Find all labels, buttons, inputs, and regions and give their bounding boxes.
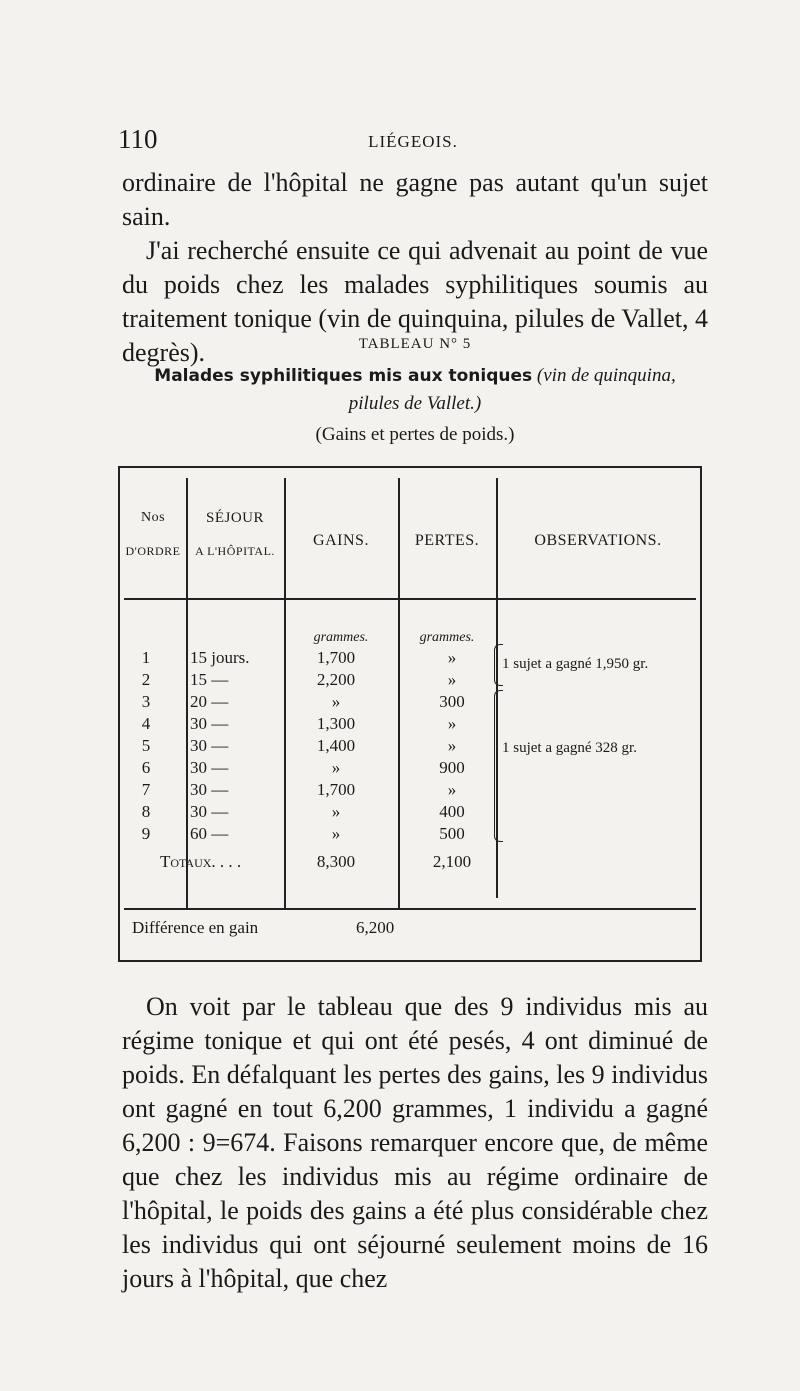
header-num-bottom: D'ORDRE: [125, 544, 181, 558]
row-gain: 1,400: [316, 736, 356, 755]
row-number: 5: [141, 736, 151, 755]
row-loss: 400: [439, 802, 465, 821]
row-gain: 1,300: [316, 714, 356, 733]
row-stay: 30 —: [190, 714, 229, 733]
header-rule: [124, 598, 696, 600]
header-losses: PERTES.: [414, 532, 480, 549]
row-loss: »: [447, 780, 457, 799]
row-number: 1: [141, 648, 151, 667]
row-loss: 500: [439, 824, 465, 843]
row-loss: »: [447, 648, 457, 667]
table-title-italic-1: (vin de quinquina,: [536, 365, 676, 386]
table-title-italic-2: pilules de Vallet.): [348, 393, 482, 414]
unit-losses: grammes.: [419, 630, 475, 645]
page-header: [118, 124, 708, 158]
weight-table: [118, 466, 702, 962]
difference-value: 6,200: [356, 918, 395, 937]
row-gain: 2,200: [316, 670, 356, 689]
table-title: [122, 362, 708, 418]
conclusion-paragraph: On voit par le tableau que des 9 individus mis au régime tonique et qui ont été pesés, 4 ont diminué de poids. En défalquant les pertes des gains, les 9 individus ont gagné en tout 6,200 grammes, 1 individu a gagné 6,200 : 9=674. Faisons remarquer encore que, de même que chez les individus mis au régime ordinaire de l'hôpital, le poids des gains a été plus considérable chez les individus qui ont séjourné seulement moins de 16 jours à l'hôpital, que chez: [122, 992, 708, 1293]
difference-label: Différence en gain: [132, 918, 259, 937]
row-gain: »: [331, 758, 341, 777]
row-gain: 1,700: [316, 648, 356, 667]
row-stay: 15 —: [190, 670, 229, 689]
page-number: 110: [118, 124, 158, 154]
header-num-top: Nos: [140, 510, 166, 525]
total-gains: 8,300: [316, 852, 356, 871]
brace-2: [494, 690, 503, 842]
row-number: 9: [141, 824, 151, 843]
row-gain: »: [331, 824, 341, 843]
table-row: [120, 802, 700, 820]
running-title: LIÉGEOIS.: [368, 132, 458, 151]
row-gain: »: [331, 692, 341, 711]
observation-1: 1 sujet a gagné 1,950 gr.: [502, 656, 649, 672]
row-gain: 1,700: [316, 780, 356, 799]
row-stay: 30 —: [190, 780, 229, 799]
table-row: [120, 714, 700, 732]
row-stay: 30 —: [190, 736, 229, 755]
header-stay-bottom: A L'HÔPITAL.: [195, 544, 275, 558]
row-stay: 60 —: [190, 824, 229, 843]
table-row: [120, 692, 700, 710]
row-number: 8: [141, 802, 151, 821]
table-row: [120, 758, 700, 776]
row-number: 3: [141, 692, 151, 711]
row-stay: 30 —: [190, 802, 229, 821]
total-losses: 2,100: [432, 852, 472, 871]
table-subtitle: (Gains et pertes de poids.): [315, 424, 515, 445]
table-row: [120, 824, 700, 842]
header-gains: GAINS.: [313, 532, 369, 549]
table-title-bold: Malades syphilitiques mis aux toniques: [154, 366, 533, 386]
unit-gains: grammes.: [313, 630, 369, 645]
row-loss: »: [447, 670, 457, 689]
observation-2: 1 sujet a gagné 328 gr.: [502, 740, 637, 756]
row-stay: 15 jours.: [190, 648, 250, 667]
table-row: [120, 780, 700, 798]
row-loss: »: [447, 736, 457, 755]
row-loss: 300: [439, 692, 465, 711]
intro-paragraph-2: J'ai recherché ensuite ce qui advenait au point de vue du poids chez les malades syphilitiques soumis au traitement tonique (vin de quinquina, pilules de Vallet, 4 degrès).: [122, 236, 708, 367]
header-stay-top: SÉJOUR: [205, 510, 264, 526]
row-number: 7: [141, 780, 151, 799]
row-stay: 30 —: [190, 758, 229, 777]
header-observations: OBSERVATIONS.: [534, 532, 662, 549]
row-loss: »: [447, 714, 457, 733]
totals-rule: [124, 908, 696, 910]
row-gain: »: [331, 802, 341, 821]
row-stay: 20 —: [190, 692, 229, 711]
row-number: 4: [141, 714, 151, 733]
table-label: TABLEAU N° 5: [358, 336, 472, 352]
row-number: 6: [141, 758, 151, 777]
row-number: 2: [141, 670, 151, 689]
totals-label: Totaux. . . .: [160, 852, 242, 871]
row-loss: 900: [439, 758, 465, 777]
intro-line-1: ordinaire de l'hôpital ne gagne pas autant qu'un sujet sain.: [122, 168, 708, 231]
